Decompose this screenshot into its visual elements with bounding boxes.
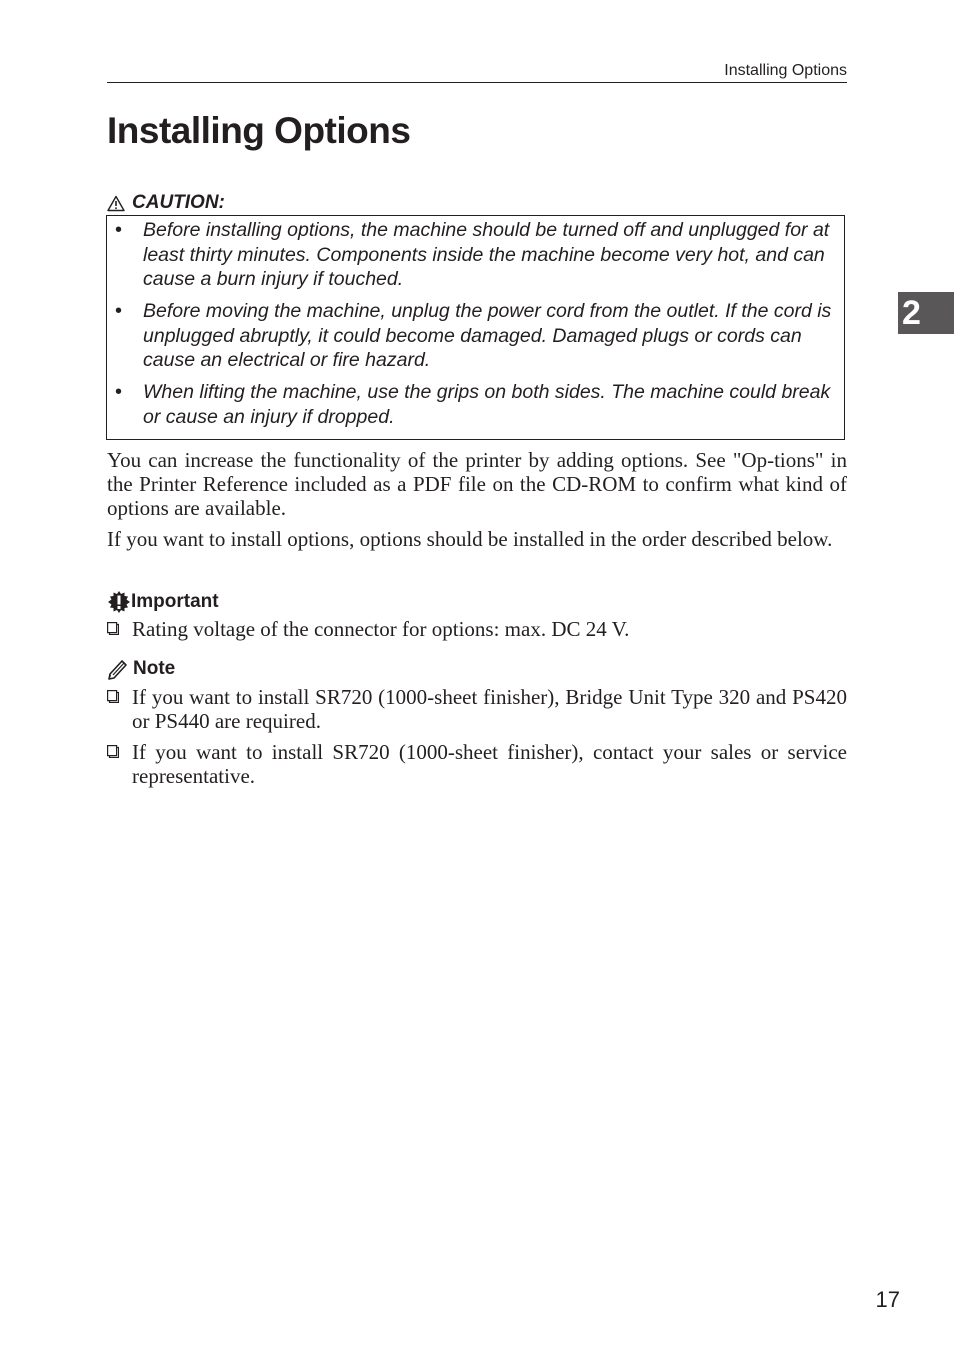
warning-triangle-icon: [107, 195, 125, 212]
page-number: 17: [875, 1287, 900, 1312]
note-item-text: If you want to install SR720 (1000-sheet finisher), contact your sales or service representative.: [132, 740, 847, 788]
body-paragraph: You can increase the functionality of the printer by adding options. See "Op-tions" in the Printer Reference included as a PDF file on the CD-ROM to confirm what kind of options are available.: [107, 448, 847, 520]
pencil-icon: [107, 658, 129, 680]
checkbox-bullet-icon: [107, 745, 119, 758]
page-title: Installing Options: [107, 110, 411, 151]
caution-item-text: Before moving the machine, unplug the power cord from the outlet. If the cord is unplugged abruptly, it could become damaged. Damaged plugs or cords can cause an electrical or fire hazard.: [143, 300, 832, 371]
bullet: •: [115, 300, 123, 322]
note-item: [132, 740, 847, 788]
checkbox-bullet-icon: [107, 622, 119, 635]
checkbox-bullet-icon: [107, 690, 119, 703]
important-item: [132, 617, 847, 641]
running-header: [107, 60, 847, 83]
important-heading-label: Important: [131, 591, 219, 612]
note-heading-label: Note: [133, 658, 176, 679]
chapter-tab: 2: [898, 292, 954, 334]
caution-heading: [107, 191, 225, 215]
important-item-text: Rating voltage of the connector for options: max. DC 24 V.: [132, 617, 630, 641]
caution-item: [115, 299, 835, 373]
caution-item-text: When lifting the machine, use the grips on both sides. The machine could break or cause an injury if dropped.: [143, 381, 831, 428]
note-item-text: If you want to install SR720 (1000-sheet finisher), Bridge Unit Type 320 and PS420 or PS440 are required.: [132, 685, 847, 733]
important-heading: [107, 590, 219, 614]
caution-item: [115, 380, 835, 429]
caution-box: [106, 215, 845, 440]
caution-heading-label: CAUTION:: [132, 192, 225, 213]
body-paragraph: If you want to install options, options should be installed in the order described below.: [107, 527, 833, 551]
important-badge-icon: [107, 591, 131, 613]
bullet: •: [115, 219, 123, 241]
running-header-title: Installing Options: [724, 62, 847, 79]
note-heading: [107, 657, 175, 681]
caution-item: [115, 218, 835, 292]
bullet: •: [115, 381, 123, 403]
caution-item-text: Before installing options, the machine should be turned off and unplugged for at least thirty minutes. Components inside the machine become very hot, and can cause a burn injury if touched.: [143, 219, 830, 290]
note-item: [132, 685, 847, 733]
